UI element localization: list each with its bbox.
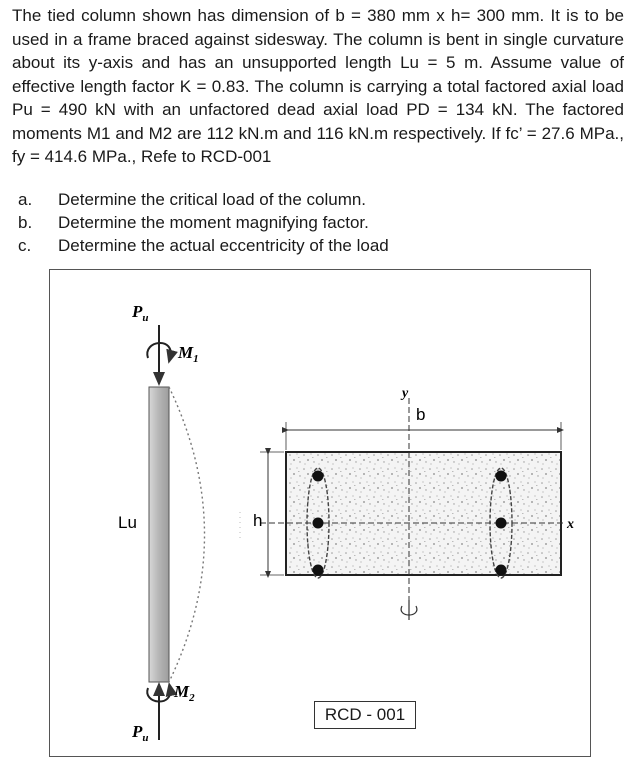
b-label: b	[416, 405, 426, 424]
lu-label: Lu	[118, 513, 137, 532]
problem-statement: The tied column shown has dimension of b = 380 mm x h= 300 mm. It is to be used in a frame braced against sidesway. The column is bent in single curvature about its y-axis and has an unsupported length Lu = 5 m. Assume value of effective length factor K = 0.83. The column is carrying a total factored axial load Pu = 490 kN with an unfactored dead axial load PD = 134 kN. The factored moments M1 and M2 are 112 kN.m and 116 kN.m respectively. If fc’ = 27.6 MPa., fy = 414.6 MPa., Refe to RCD-001	[12, 6, 624, 166]
m1-label: $M_1$	[178, 343, 199, 365]
pu-top-label: $P_u$	[132, 302, 149, 324]
task-text: Determine the critical load of the column.	[58, 190, 367, 209]
task-item-b	[12, 211, 389, 234]
figure-caption: RCD - 001	[314, 701, 416, 729]
pu-bottom-label: $P_u$	[132, 722, 149, 744]
y-axis-label: y	[402, 386, 409, 401]
m2-label: $M_2$	[174, 682, 195, 704]
task-list	[12, 188, 389, 257]
task-label: c.	[18, 236, 32, 255]
h-label: h	[253, 511, 263, 530]
task-label: b.	[18, 213, 33, 232]
task-text: Determine the moment magnifying factor.	[58, 213, 369, 232]
deflection-curve	[169, 387, 205, 682]
task-label: a.	[18, 190, 33, 209]
figure-drawing	[50, 270, 592, 758]
column-shaft	[149, 387, 169, 682]
x-axis-label: x	[567, 517, 574, 532]
task-item-c	[12, 234, 389, 257]
column-figure	[49, 269, 591, 757]
task-item-a	[12, 188, 389, 211]
task-text: Determine the actual eccentricity of the load	[58, 236, 389, 255]
